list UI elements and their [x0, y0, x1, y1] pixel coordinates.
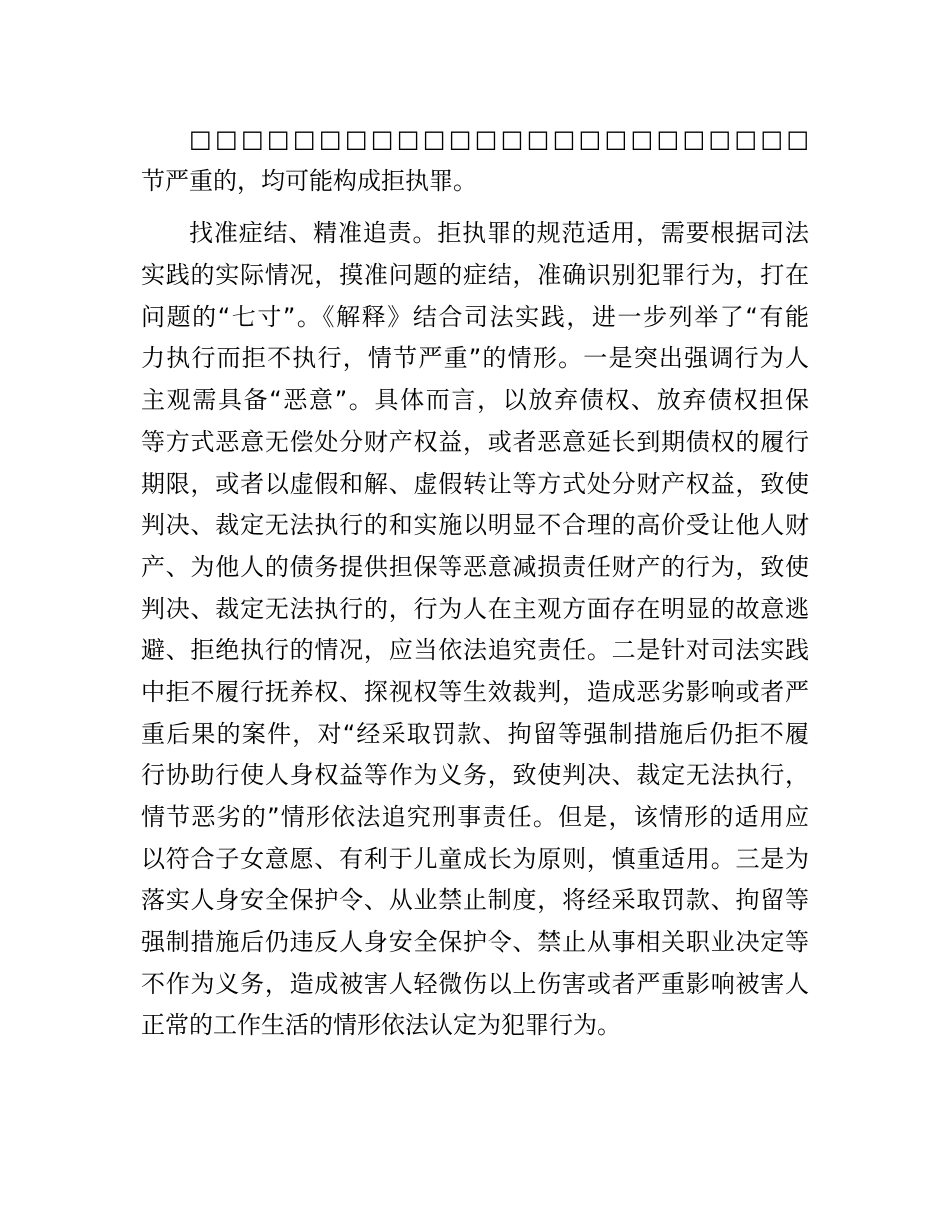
- text-line: 力执行而拒不执行，情节严重”的情形。一是突出强调行为人: [141, 344, 809, 373]
- text-line: 不作为义务，造成被害人轻微伤以上伤害或者严重影响被害人: [141, 969, 809, 998]
- text-line: □□□□□□□□□□□□□□□□□□□□□□□□: [189, 125, 809, 153]
- text-line: 中拒不履行抚养权、探视权等生效裁判，造成恶劣影响或者严: [141, 677, 809, 706]
- text-line: 问题的“七寸”。《解释》结合司法实践，进一步列举了“有能: [141, 302, 809, 331]
- text-line: 行协助行使人身权益等作为义务，致使判决、裁定无法执行，: [141, 761, 809, 790]
- text-line: 判决、裁定无法执行的，行为人在主观方面存在明显的故意逃: [141, 594, 809, 623]
- text-line: 重后果的案件，对“经采取罚款、拘留等强制措施后仍拒不履: [141, 719, 809, 748]
- document-body: [141, 119, 809, 1058]
- text-line: 以符合子女意愿、有利于儿童成长为原则，慎重适用。三是为: [141, 844, 809, 873]
- paragraph: [141, 119, 809, 202]
- text-line: 避、拒绝执行的情况，应当依法追究责任。二是针对司法实践: [141, 636, 809, 665]
- text-line: 等方式恶意无偿处分财产权益，或者恶意延长到期债权的履行: [141, 427, 809, 456]
- text-line: 正常的工作生活的情形依法认定为犯罪行为。: [141, 1011, 621, 1040]
- text-line: 判决、裁定无法执行的和实施以明显不合理的高价受让他人财: [141, 511, 809, 540]
- text-line: 产、为他人的债务提供担保等恶意减损责任财产的行为，致使: [141, 552, 809, 581]
- text-line: 主观需具备“恶意”。具体而言，以放弃债权、放弃债权担保: [141, 386, 809, 415]
- text-line: 节严重的，均可能构成拒执罪。: [141, 166, 477, 195]
- text-line: 落实人身安全保护令、从业禁止制度，将经采取罚款、拘留等: [141, 886, 809, 915]
- text-line: 强制措施后仍违反人身安全保护令、禁止从事相关职业决定等: [141, 928, 809, 957]
- text-line: 情节恶劣的”情形依法追究刑事责任。但是，该情形的适用应: [141, 803, 809, 831]
- text-line: 找准症结、精准追责。拒执罪的规范适用，需要根据司法: [189, 219, 809, 248]
- paragraph: [141, 213, 809, 1047]
- text-line: 实践的实际情况，摸准问题的症结，准确识别犯罪行为，打在: [141, 261, 809, 290]
- text-line: 期限，或者以虚假和解、虚假转让等方式处分财产权益，致使: [141, 469, 809, 498]
